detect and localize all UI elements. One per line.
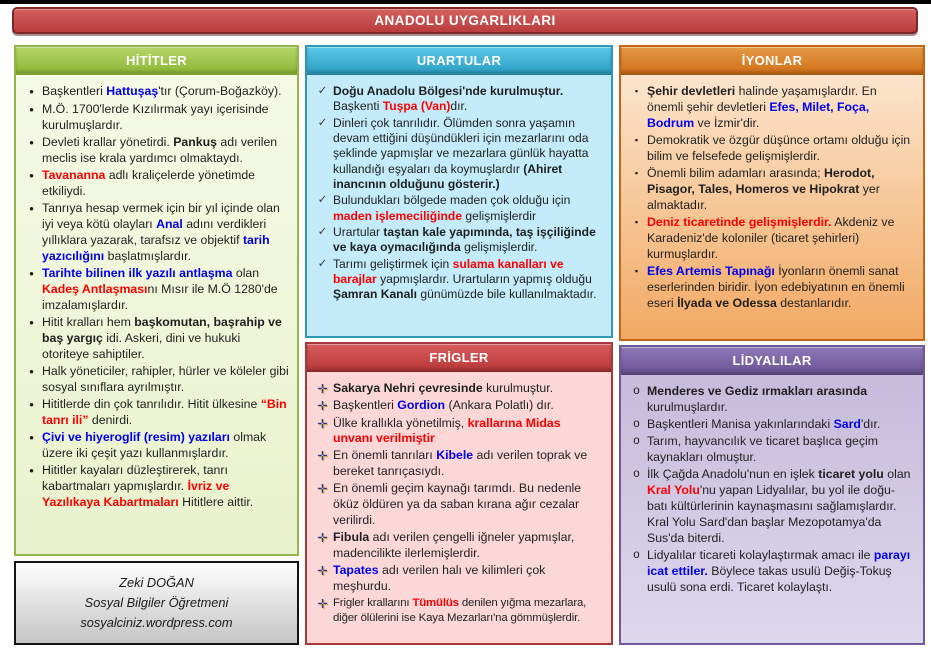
list-item (312, 116, 603, 193)
list-item-text: Tanrıya hesap vermek için bir yıl içinde olan iyi veya kötü olayları Anal adını verdikleri yıllıklara yazarak, tarafsız ve objektif tarih yazıcılığını başlatmışlardır. (42, 200, 280, 263)
bullet-marker-icon: ✓ (317, 194, 328, 207)
panel-hititler-list (16, 75, 297, 511)
bullet-marker-icon: • (29, 462, 34, 478)
panel-frigler (305, 342, 613, 645)
author-role: Sosyal Bilgiler Öğretmeni (84, 595, 229, 611)
bullet-marker-icon: ✛ (317, 382, 328, 396)
list-item-text: Tavananna adlı kraliçelerde yönetimde etkiliydi. (42, 167, 256, 198)
page-title-bar (12, 7, 918, 34)
bullet-marker-icon: ▪ (634, 134, 639, 145)
panel-hititler-header (16, 47, 297, 75)
list-item-text: Başkentleri Gordion (Ankara Polatlı) dır. (333, 398, 554, 413)
panel-lidyalilar (619, 345, 925, 645)
bullet-marker-icon: ✓ (317, 257, 328, 270)
list-item-text: Tapates adı verilen halı ve kilimleri çok meşhurdu. (333, 563, 546, 594)
bullet-marker-icon: • (29, 429, 34, 445)
list-item-text: Başkentleri Hattuşaş'tır (Çorum-Boğazköy). (42, 84, 282, 98)
panel-hititler-title: HİTİTLER (126, 52, 187, 68)
list-item (626, 215, 915, 263)
list-item-text: Sakarya Nehri çevresinde kurulmuştur. (333, 381, 554, 395)
bullet-marker-icon: ✛ (317, 399, 328, 414)
bullet-marker-icon: o (633, 467, 640, 480)
list-item-text: Lidyalılar ticareti kolaylaştırmak amacı ile parayı icat ettiler. Böylece takas usulü Değiş-Tokuş usulü sona erdi. Ticaret kolaylaştı. (647, 547, 911, 594)
list-item-text: İlk Çağda Anadolu'nun en işlek ticaret yolu olan Kral Yolu'nu yapan Lidyalılar, bu yol ile doğu-batı kültürlerinin kaynaşmasını sağlamışlardır. Kral Yolu Sard'dan başlar Mezopotamya'da Sus'da biterdi. (647, 466, 911, 545)
list-item (312, 381, 603, 397)
list-item (626, 264, 915, 312)
list-item (21, 315, 289, 363)
list-item (312, 448, 603, 480)
list-item-text: M.Ö. 1700'lerde Kızılırmak yayı içerisinde kurulmuşlardır. (42, 101, 269, 132)
bullet-marker-icon: ▪ (634, 167, 639, 178)
bullet-marker-icon: • (29, 101, 34, 117)
bullet-marker-icon: • (29, 314, 34, 330)
bullet-marker-icon: • (29, 265, 34, 281)
list-item (312, 84, 603, 115)
bullet-marker-icon: ✛ (317, 597, 328, 612)
panel-lidyalilar-list (621, 375, 923, 596)
list-item-text: Demokratik ve özgür düşünce ortamı olduğu için bilim ve felsefede gelişmişlerdir. (647, 132, 911, 163)
panel-urartular-header (307, 47, 611, 75)
list-item (626, 467, 915, 547)
page-title: ANADOLU UYGARLIKLARI (374, 13, 556, 28)
panel-iyonlar (619, 45, 925, 341)
bullet-marker-icon: • (29, 363, 34, 379)
author-name: Zeki DOĞAN (119, 575, 194, 591)
list-item-text: Efes Artemis Tapınağı İyonların önemli sanat eserlerinden biridir. İyon edebiyatının en önemli eseri İlyada ve Odessa destanlarıdır. (647, 263, 905, 310)
bullet-marker-icon: ✓ (317, 116, 328, 129)
bullet-marker-icon: ▪ (634, 216, 639, 227)
bullet-marker-icon: • (29, 134, 34, 150)
panel-iyonlar-list (621, 75, 923, 312)
list-item (626, 166, 915, 214)
panel-lidyalilar-header (621, 347, 923, 375)
list-item-text: Başkentleri Manisa yakınlarındaki Sard'dır. (647, 416, 881, 431)
bullet-marker-icon: ✛ (317, 449, 328, 464)
list-item (312, 225, 603, 256)
list-item-text: Tarım, hayvancılık ve ticaret başlıca geçim kaynakları olmuştur. (647, 433, 878, 464)
list-item-text: Hitit kralları hem başkomutan, başrahip ve baş yargıç idi. Askeri, dini ve hukuki otoriteye sahiptiler. (42, 314, 282, 361)
list-item-text: Bulundukları bölgede maden çok olduğu için maden işlemeciliğinde gelişmişlerdir (333, 193, 571, 223)
list-item (312, 398, 603, 414)
list-item (21, 463, 289, 511)
panel-urartular-list (307, 75, 611, 303)
bullet-marker-icon: ✛ (317, 564, 328, 579)
list-item (21, 102, 289, 134)
list-item (21, 201, 289, 265)
author-website: sosyalciniz.wordpress.com (80, 614, 233, 630)
bullet-marker-icon: o (633, 548, 640, 561)
bullet-marker-icon: • (29, 84, 34, 99)
list-item (21, 266, 289, 314)
panel-lidyalilar-title: LİDYALILAR (732, 352, 812, 368)
bullet-marker-icon: ✓ (317, 226, 328, 239)
bullet-marker-icon: • (29, 396, 34, 412)
list-item (21, 135, 289, 167)
bullet-marker-icon: o (633, 417, 640, 430)
list-item-text: En önemli tanrıları Kibele adı verilen toprak ve bereket tanrıçasıydı. (333, 448, 588, 479)
list-item-text: Fibula adı verilen çengelli iğneler yapmışlar, madencilikte ilerlemişlerdir. (333, 530, 575, 561)
list-item-text: Deniz ticaretinde gelişmişlerdir. Akdeniz ve Karadeniz'de koloniler (ticaret şehirleri) kurmuşlardır. (647, 214, 895, 261)
list-item-text: Önemli bilim adamları arasında; Herodot, Pisagor, Tales, Homeros ve Hipokrat yer almaktadır. (647, 165, 880, 212)
list-item (312, 416, 603, 448)
list-item-text: Hititlerde din çok tanrılıdır. Hitit ülkesine “Bin tanrı ili” denirdi. (42, 396, 287, 427)
list-item-text: Urartular taştan kale yapımında, taş işçiliğinde ve kaya oymacılığında gelişmişlerdir. (333, 225, 596, 255)
list-item (21, 430, 289, 462)
list-item (626, 417, 915, 433)
top-border-rule (0, 0, 931, 4)
list-item (626, 434, 915, 466)
list-item-text: En önemli geçim kaynağı tarımdı. Bu nedenle öküz öldüren ya da saban kırana ağır cezalar verilirdi. (333, 481, 582, 528)
bullet-marker-icon: ✛ (317, 416, 328, 431)
list-item-text: Dinleri çok tanrılıdır. Ölümden sonra yaşamın devam ettiğini düşündükleri için mezarlarını oda şeklinde yapmışlar ve mezarlara günlük hayatta kullandığı eşyaları da koymuşlardır (Ahiret inancının olduğunu gösterir.) (333, 115, 589, 192)
list-item (312, 481, 603, 529)
list-item-text: Hititler kayaları düzleştirerek, tanrı kabartmaları yapmışlardır. İvriz ve Yazılıkaya Kabartmaları Hititlere aittir. (42, 462, 254, 509)
bullet-marker-icon: ▪ (634, 265, 639, 276)
list-item (312, 257, 603, 303)
panel-iyonlar-header (621, 47, 923, 75)
bullet-marker-icon: o (633, 434, 640, 447)
list-item (312, 563, 603, 595)
list-item (312, 596, 603, 626)
list-item (312, 530, 603, 562)
panel-hititler (14, 45, 299, 556)
list-item (626, 384, 915, 416)
list-item (626, 84, 915, 132)
bullet-marker-icon: ✓ (317, 85, 328, 97)
bullet-marker-icon: o (633, 385, 640, 397)
list-item (626, 548, 915, 596)
list-item (21, 84, 289, 101)
list-item-text: Ülke krallıkla yönetilmiş, krallarına Midas unvanı verilmiştir (333, 415, 561, 446)
list-item-text: Tarihte bilinen ilk yazılı antlaşma olan Kadeş Antlaşmasını Mısır ile M.Ö 1280'de imzalamışlardır. (42, 265, 278, 312)
list-item-text: Doğu Anadolu Bölgesi'nde kurulmuştur. Başkenti Tuşpa (Van)dır. (333, 84, 564, 114)
panel-frigler-header (307, 344, 611, 372)
bullet-marker-icon: ✛ (317, 531, 328, 546)
list-item-text: Devleti krallar yönetirdi. Pankuş adı verilen meclis ise krala yardımcı olmaktaydı. (42, 134, 278, 165)
panel-urartular-title: URARTULAR (416, 52, 502, 68)
list-item-text: Menderes ve Gediz ırmakları arasında kurulmuşlardır. (647, 384, 868, 414)
list-item-text: Tarımı geliştirmek için sulama kanalları ve barajlar yapmışlardır. Urartuların yapmış olduğu Şamran Kanalı günümüzde bile kullanılmaktadır. (333, 256, 597, 302)
list-item-text: Frigler krallarını Tümülüs denilen yığma mezarlara, diğer ölülerini ise Kaya Mezarları'na gömmüşlerdir. (333, 597, 587, 625)
list-item (21, 397, 289, 429)
panel-iyonlar-title: İYONLAR (741, 52, 803, 68)
bullet-marker-icon: • (29, 167, 34, 183)
list-item (312, 193, 603, 224)
list-item-text: Çivi ve hiyeroglif (resim) yazıları olmak üzere iki çeşit yazı kullanmışlardır. (42, 429, 267, 460)
bullet-marker-icon: ▪ (634, 86, 639, 96)
list-item (626, 133, 915, 165)
bullet-marker-icon: ✛ (317, 482, 328, 497)
author-credit-box (14, 561, 299, 645)
list-item (21, 364, 289, 396)
bullet-marker-icon: • (29, 200, 34, 216)
panel-frigler-list (307, 372, 611, 626)
panel-urartular (305, 45, 613, 338)
list-item-text: Halk yöneticiler, rahipler, hürler ve köleler gibi sosyal sınıflara ayrılmıştır. (42, 363, 289, 394)
list-item (21, 168, 289, 200)
panel-frigler-title: FRİGLER (429, 349, 489, 365)
list-item-text: Şehir devletleri halinde yaşamışlardır. En önemli şehir devletleri Efes, Milet, Foça, Bodrum ve İzmir'dir. (647, 84, 877, 130)
